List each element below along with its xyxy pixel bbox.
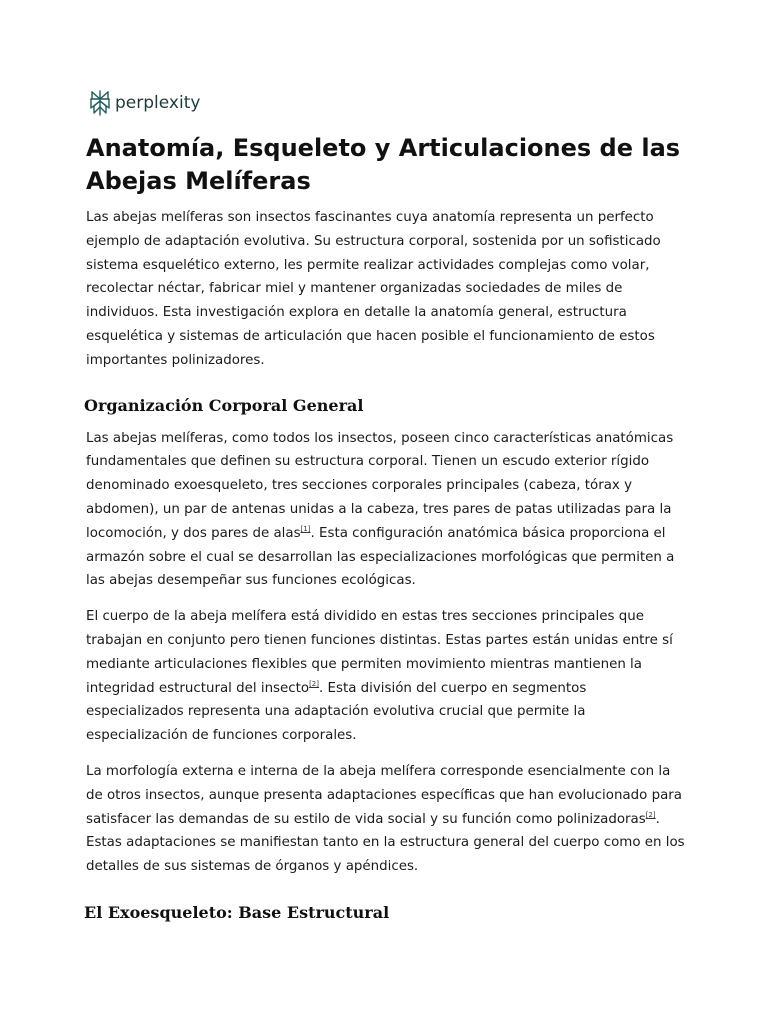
citation-link[interactable]: [2]	[309, 679, 319, 688]
article	[86, 132, 686, 924]
citation-link[interactable]: [1]	[300, 524, 311, 533]
brand-logo	[89, 90, 200, 116]
citation-link[interactable]: [2]	[645, 810, 656, 819]
section-heading-exoesqueleto: El Exoesqueleto: Base Estructural	[84, 902, 390, 922]
intro-paragraph: Las abejas melíferas son insectos fascinantes cuya anatomía representa un perfecto ejemplo de adaptación evolutiva. Su estructura corporal, sostenida por un sofisticado sistema esquelético externo, les permite realizar actividades complejas como volar, recolectar néctar, fabricar miel y mantener organizadas sociedades de miles de individuos. Esta investigación explora en detalle la anatomía general, estructura esquelética y sistemas de articulación que hacen posible el funcionamiento de estos importantes polinizadores.	[86, 210, 661, 368]
paragraph-text: . Esta configuración anatómica básica proporciona el armazón sobre el cual se desarrollan las especializaciones morfológicas que permiten a las abejas desempeñar sus funciones ecológicas.	[86, 525, 675, 589]
body-paragraph	[86, 760, 686, 879]
body-paragraph	[86, 427, 686, 594]
perplexity-logo-icon	[89, 90, 111, 116]
paragraph-text: Las abejas melíferas, como todos los insectos, poseen cinco características anatómicas fundamentales que definen su estructura corporal. Tienen un escudo exterior rígido denominado exoesqueleto, tres secciones corporales principales (cabeza, tórax y abdomen), un par de antenas unidas a la cabeza, tres pares de patas utilizadas para la locomoción, y dos pares de alas	[86, 430, 674, 541]
paragraph-text: La morfología externa e interna de la abeja melífera corresponde esencialmente con la de otros insectos, aunque presenta adaptaciones específicas que han evolucionado para satisfacer las demandas de su estilo de vida social y su función como polinizadoras	[86, 763, 683, 827]
paragraph-text: . Estas adaptaciones se manifiestan tanto en la estructura general del cuerpo como en los detalles de sus sistemas de órganos y apéndices.	[86, 811, 685, 875]
body-paragraph	[86, 605, 686, 748]
paragraph-text: . Esta división del cuerpo en segmentos especializados representa una adaptación evolutiva crucial que permite la especialización de funciones corporales.	[86, 680, 587, 744]
paragraph-text: El cuerpo de la abeja melífera está dividido en estas tres secciones principales que trabajan en conjunto pero tienen funciones distintas. Estas partes están unidas entre sí mediante articulaciones flexibles que permiten movimiento mientras mantienen la integridad estructural del insecto	[86, 609, 673, 696]
section-heading-organizacion: Organización Corporal General	[84, 395, 364, 415]
document-title: Anatomía, Esqueleto y Articulaciones de las Abejas Melíferas	[86, 134, 681, 195]
brand-name: perplexity	[115, 93, 201, 113]
